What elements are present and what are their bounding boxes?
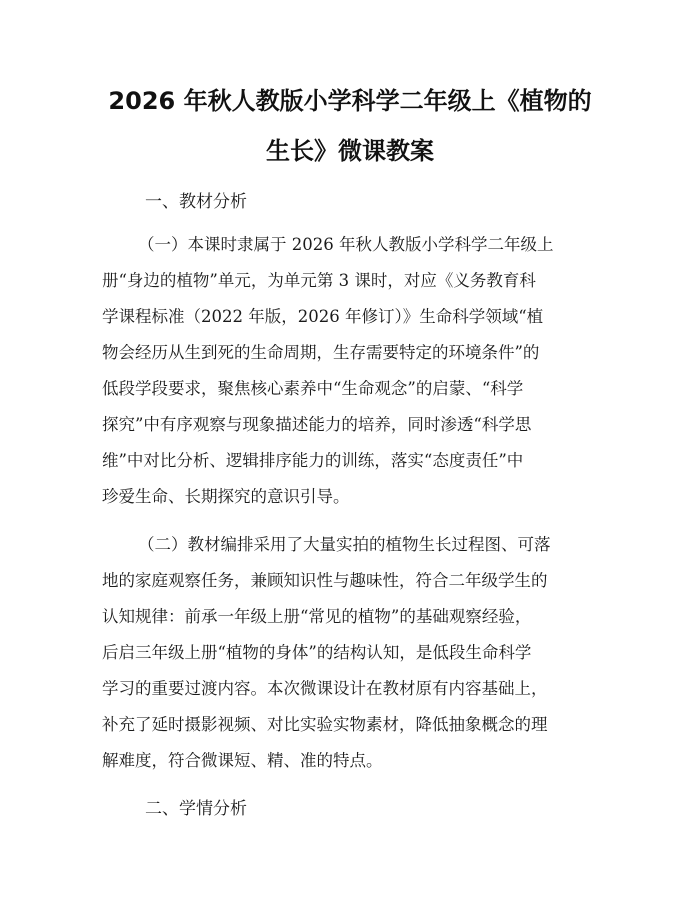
paragraph-line: 探究”中有序观察与现象描述能力的培养，同时渗透“科学思 (102, 415, 532, 434)
paragraph-line: （一）本课时隶属于 2026 年秋人教版小学科学二年级上 (138, 235, 554, 254)
document-title-line-1: 2026 年秋人教版小学科学二年级上《植物的 (108, 87, 592, 115)
paragraph-line: 后启三年级上册“植物的身体”的结构认知，是低段生命科学 (102, 643, 532, 662)
paragraph-line: 低段学段要求，聚焦核心素养中“生命观念”的启蒙、“科学 (102, 379, 524, 398)
paragraph-line: 册“身边的植物”单元，为单元第 3 课时，对应《义务教育科 (102, 271, 536, 290)
paragraph-line: 补充了延时摄影视频、对比实验实物素材，降低抽象概念的理 (102, 715, 548, 734)
document-title-line-2: 生长》微课教案 (266, 137, 434, 165)
paragraph-line: 珍爱生命、长期探究的意识引导。 (102, 487, 350, 506)
paragraph-line: （二）教材编排采用了大量实拍的植物生长过程图、可落 (138, 535, 551, 554)
paragraph-line: 地的家庭观察任务，兼顾知识性与趣味性，符合二年级学生的 (102, 571, 548, 590)
paragraph-line: 学课程标准（2022 年版，2026 年修订）》生命科学领域“植 (102, 307, 544, 326)
section-heading-textbook-analysis: 一、教材分析 (145, 192, 247, 212)
paragraph-line: 解难度，符合微课短、精、准的特点。 (102, 751, 383, 770)
paragraph-line: 物会经历从生到死的生命周期，生存需要特定的环境条件”的 (102, 343, 540, 362)
section-heading-learner-analysis: 二、学情分析 (145, 799, 247, 819)
paragraph-line: 认知规律：前承一年级上册“常见的植物”的基础观察经验， (102, 607, 532, 626)
paragraph-line: 维”中对比分析、逻辑排序能力的训练，落实“态度责任”中 (102, 451, 524, 470)
paragraph-textbook-analysis-2 (102, 527, 607, 779)
paragraph-line: 学习的重要过渡内容。本次微课设计在教材原有内容基础上， (102, 679, 548, 698)
paragraph-textbook-analysis-1 (102, 227, 607, 515)
